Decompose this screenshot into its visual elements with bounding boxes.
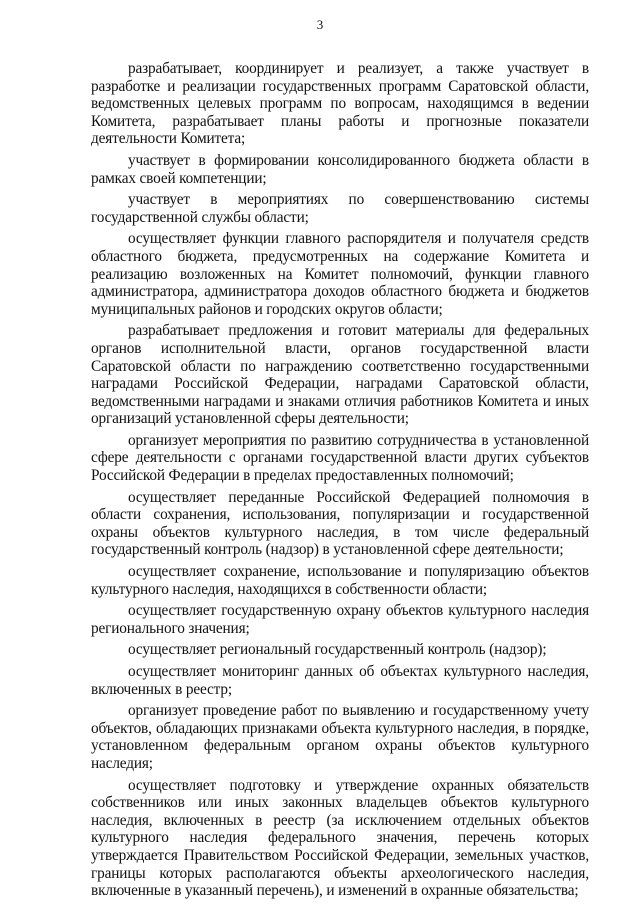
paragraph: осуществляет региональный государственный контроль (надзор);	[128, 641, 547, 659]
paragraph: осуществляет функции главного распорядителя и получателя средств областного бюджета, предусмотренных на содержание Комитета и реализацию возложенных на Комитет полномочий, функции главного администратора, администратора доходов областного бюджета и бюджетов муниципальных районов и городских округов области;	[91, 230, 589, 318]
paragraph: осуществляет сохранение, использование и популяризацию объектов культурного наследия, находящихся в собственности области;	[91, 563, 589, 598]
paragraph: организует проведение работ по выявлению и государственному учету объектов, обладающих признаками объекта культурного наследия, в порядке, установленном федеральным органом охраны объектов культурного наследия;	[91, 702, 589, 772]
paragraph: осуществляет мониторинг данных об объектах культурного наследия, включенных в реестр;	[91, 663, 589, 698]
paragraph: разрабатывает, координирует и реализует, а также участвует в разработке и реализации государственных программ Саратовской области, ведомственных целевых программ по вопросам, находящимся в ведении Комитета, разрабатывает планы работы и прогнозные показатели деятельности Комитета;	[91, 60, 589, 148]
paragraph: осуществляет подготовку и утверждение охранных обязательств собственников или иных законных владельцев объектов культурного наследия, включенных в реестр (за исключением отдельных объектов культурного наследия федерального значения, перечень которых утверждается Правительством Российской Федерации, земельных участков, границы которых располагаются объекты археологического наследия, включенные в указанный перечень), и изменений в охранные обязательства;	[91, 776, 589, 900]
document-body	[91, 60, 589, 904]
paragraph: осуществляет государственную охрану объектов культурного наследия регионального значения;	[91, 602, 589, 637]
paragraph: осуществляет переданные Российской Федерацией полномочия в области сохранения, использования, популяризации и государственной охраны объектов культурного наследия, в том числе федеральный государственный контроль (надзор) в установленной сфере деятельности;	[91, 488, 589, 559]
paragraph: организует мероприятия по развитию сотрудничества в установленной сфере деятельности с органами государственной власти других субъектов Российской Федерации в пределах предоставленных полномочий;	[91, 431, 589, 485]
page-number: 3	[316, 17, 324, 32]
paragraph: разрабатывает предложения и готовит материалы для федеральных органов исполнительной власти, органов государственной власти Саратовской области по награждению соответственно государственными наградами Российской Федерации, наградами Саратовской области, ведомственными наградами и знаками отличия работников Комитета и иных организаций установленной сферы деятельности;	[91, 322, 589, 428]
paragraph: участвует в формировании консолидированного бюджета области в рамках своей компетенции;	[91, 151, 589, 187]
paragraph: участвует в мероприятиях по совершенствованию системы государственной службы области;	[91, 191, 589, 226]
